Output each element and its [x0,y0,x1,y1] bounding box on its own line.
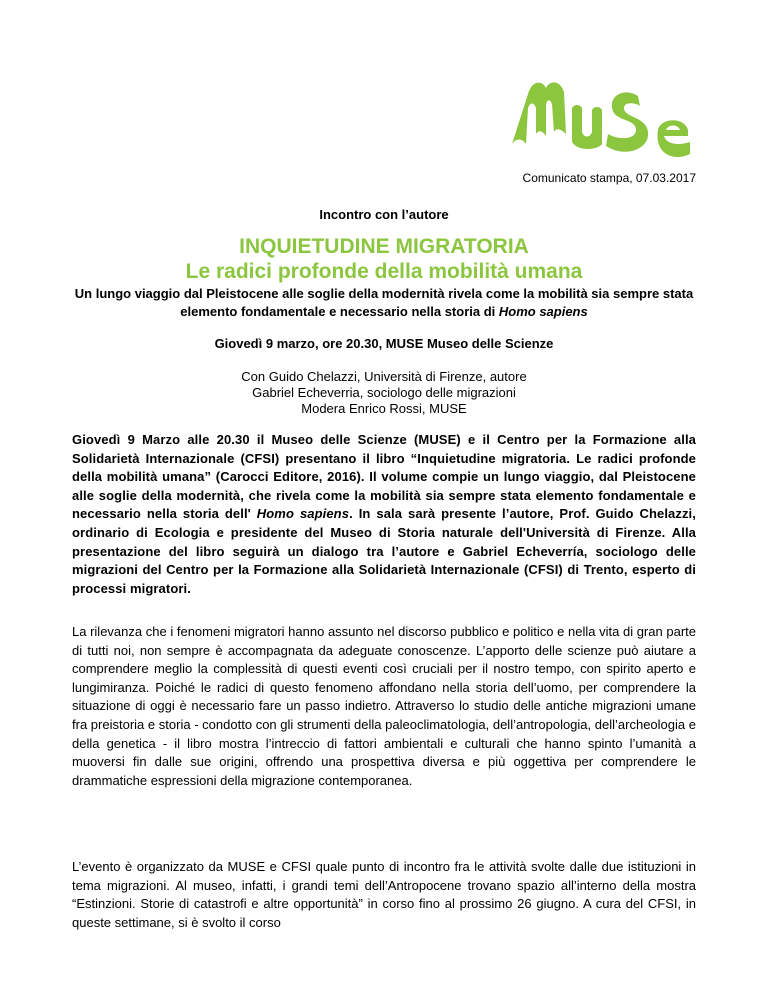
species-name: Homo sapiens [498,304,588,319]
book-title: INQUIETUDINE MIGRATORIA [239,235,529,258]
event-kicker: Incontro con l’autore [319,207,449,222]
body-paragraph-1: La rilevanza che i fenomeni migratori hanno assunto nel discorso pubblico e politico e nella vita di gran parte di tutti noi, non sempre è accompagnata da adeguate conoscenze. L’apporto delle scienze può aiutare a comprendere meglio la complessità di questi eventi così cruciali per il nostro tempo, con spirito aperto e lungimiranza. Poiché le radici di questo fenomeno affondano nella storia dell’uomo, per comprendere la situazione di oggi è necessario fare un passo indietro. Attraverso lo studio delle antiche migrazioni umane fra preistoria e storia - condotto con gli strumenti della paleoclimatologia, dell’antropologia, dell’archeologia e della genetica - il libro mostra l’intreccio di fattori ambientali e culturali che hanno spinto l’umanità a muoversi fin dalle sue origini, offrendo una prospettiva diversa e più oggettiva per comprendere le drammatiche espressioni della migrazione contemporanea. [72,624,696,788]
guest-sociologist: Gabriel Echeverria, sociologo delle migrazioni [252,385,516,400]
book-subtitle: Le radici profonde della mobilità umana [185,260,583,283]
guest-author: Con Guido Chelazzi, Università di Firenze, autore [241,369,527,384]
press-release-date: Comunicato stampa, 07.03.2017 [522,171,696,185]
lead-species-name: Homo sapiens [256,506,350,522]
muse-logo [508,74,698,162]
event-tagline: Un lungo viaggio dal Pleistocene alle soglie della modernità rivela come la mobilità sia sempre stata elemento fondamentale e necessario nella storia di Homo sapiens [74,286,694,319]
lead-paragraph: Giovedì 9 Marzo alle 20.30 il Museo delle Scienze (MUSE) e il Centro per la Formazione alla Solidarietà Internazionale (CFSI) presentano il libro “Inquietudine migratoria. Le radici profonde della mobilità umana” (Carocci Editore, 2016). Il volume compie un lungo viaggio, dal Pleistocene alle soglie della modernità, che rivela come la mobilità sia sempre stata elemento fondamentale e necessario nella storia dell' Homo sapiens. In sala sarà presente l’autore, Prof. Guido Chelazzi, ordinario di Ecologia e presidente del Museo di Storia naturale dell'Università di Firenze. Alla presentazione del libro seguirà un dialogo tra l’autore e Gabriel Echeverría, sociologo delle migrazioni del Centro per la Formazione alla Solidarietà Internazionale (CFSI) di Trento, esperto di processi migratori. [72,432,696,596]
guest-moderator: Modera Enrico Rossi, MUSE [301,401,467,416]
event-date-venue: Giovedì 9 marzo, ore 20.30, MUSE Museo delle Scienze [214,336,554,351]
body-paragraph-2: L’evento è organizzato da MUSE e CFSI quale punto di incontro fra le attività svolte dalle due istituzioni in tema migrazioni. Al museo, infatti, i grandi temi dell’Antropocene trovano spazio all’interno della mostra “Estinzioni. Storie di catastrofi e altre opportunità” in corso fino al prossimo 26 giugno. A cura del CFSI, in queste settimane, si è svolto il corso [72,859,696,930]
guest-list [0,369,768,417]
